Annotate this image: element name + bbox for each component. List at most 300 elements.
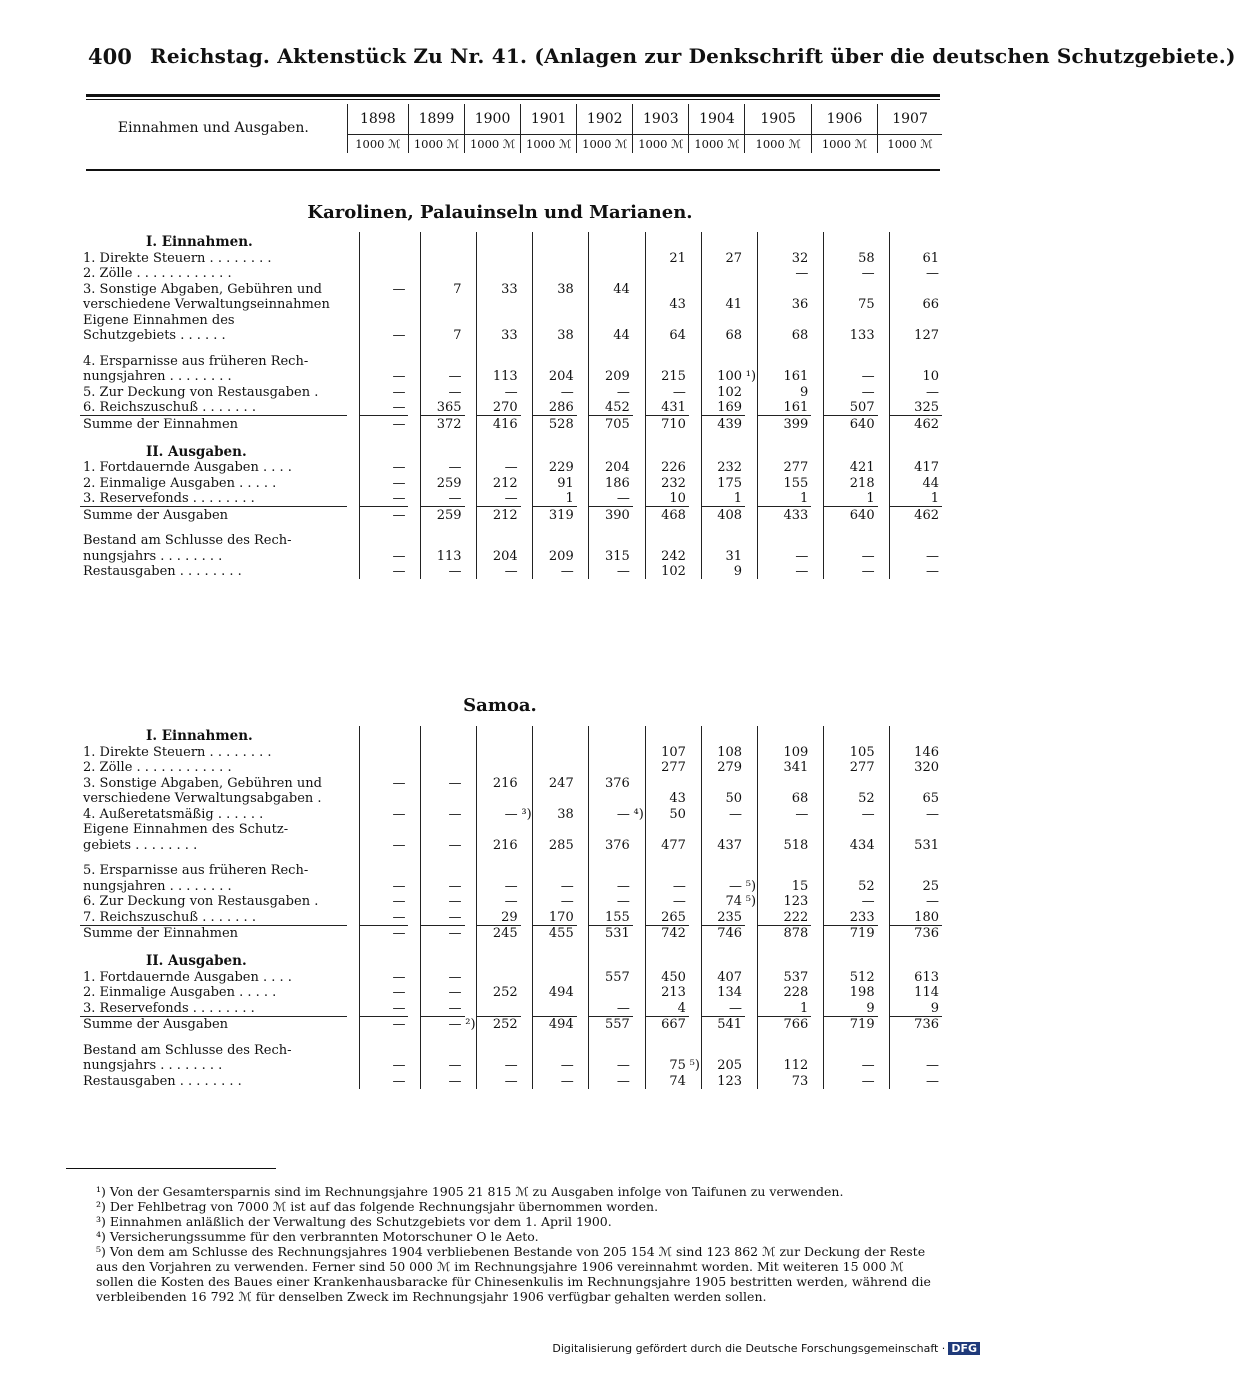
value-cell: 719 (824, 925, 878, 941)
value-cell (701, 343, 745, 353)
footnote-marker (689, 442, 701, 460)
value-cell (701, 951, 745, 969)
footnote-marker (408, 548, 420, 564)
value-cell: 209 (589, 369, 633, 385)
value-cell: 265 (645, 909, 689, 925)
footnote-marker (577, 384, 589, 400)
footnote-marker (689, 400, 701, 416)
footnote-marker (408, 791, 420, 807)
value-cell (824, 863, 878, 879)
value-cell: 736 (890, 925, 942, 941)
value-cell: 450 (645, 969, 689, 985)
row-label: Eigene Einnahmen des Schutz- (83, 822, 289, 837)
value-cell (533, 791, 577, 807)
value-cell: — (360, 416, 409, 432)
table-row (80, 925, 942, 941)
value-cell (890, 432, 942, 442)
value-cell (421, 353, 465, 369)
footnote-marker (521, 951, 533, 969)
footnote-marker (465, 343, 477, 353)
footnote-marker (347, 837, 359, 853)
footnote-marker (689, 369, 701, 385)
value-cell (890, 353, 942, 369)
value-cell (824, 1032, 878, 1042)
value-cell: 229 (533, 460, 577, 476)
row-label: nungsjahrs . . . . . . . . (83, 548, 223, 564)
value-cell: 233 (824, 909, 878, 925)
footnote-marker (745, 232, 757, 250)
value-cell: 1 (890, 491, 942, 507)
footnote-marker (465, 1058, 477, 1074)
value-cell (533, 863, 577, 879)
value-cell: 9 (824, 1000, 878, 1016)
footnote-marker (465, 1042, 477, 1058)
value-cell (645, 941, 689, 951)
value-cell (589, 432, 633, 442)
value-cell: 408 (701, 507, 745, 523)
footnote-marker (811, 806, 823, 822)
value-cell: 433 (757, 507, 811, 523)
footnote-marker (811, 442, 823, 460)
value-cell (589, 985, 633, 1001)
value-cell (533, 951, 577, 969)
value-cell: — (477, 564, 521, 580)
value-cell: — (360, 328, 409, 344)
footnote-marker (465, 985, 477, 1001)
value-cell: 416 (477, 416, 521, 432)
footnote-marker (633, 1016, 645, 1032)
value-cell (824, 523, 878, 533)
value-cell: 667 (645, 1016, 689, 1032)
footnote-marker (347, 894, 359, 910)
row-label: 1. Direkte Steuern . . . . . . . . (83, 744, 272, 760)
footnote-marker (465, 460, 477, 476)
footnote-marker (577, 863, 589, 879)
row-label: 1. Direkte Steuern . . . . . . . . (83, 250, 272, 266)
footnote-marker (577, 878, 589, 894)
footnote-marker (689, 1016, 701, 1032)
footnote-marker (408, 507, 420, 523)
footnote-marker (521, 760, 533, 776)
value-cell (890, 775, 942, 791)
value-cell (589, 523, 633, 533)
footnote-marker (689, 475, 701, 491)
value-cell: 68 (757, 328, 811, 344)
value-cell (533, 432, 577, 442)
table-row (80, 232, 942, 250)
footnote-marker (577, 400, 589, 416)
footnote-marker (521, 822, 533, 838)
footnote-marker (347, 1032, 359, 1042)
value-cell (757, 853, 811, 863)
value-cell (824, 442, 878, 460)
footnote-marker (689, 312, 701, 328)
value-cell: — (533, 1073, 577, 1089)
value-cell (645, 1042, 689, 1058)
row-label: 3. Sonstige Abgaben, Gebühren und (83, 281, 322, 297)
table-row (80, 343, 942, 353)
footnote-marker (521, 281, 533, 297)
footnote-marker (745, 853, 757, 863)
row-label: Summe der Einnahmen (80, 416, 347, 432)
footnote-marker (465, 969, 477, 985)
footnote-marker (347, 941, 359, 951)
value-cell (589, 863, 633, 879)
footnote-marker (745, 791, 757, 807)
unit-1901: 1000 ℳ (521, 135, 577, 154)
footnote-marker (745, 475, 757, 491)
value-cell: — (589, 806, 633, 822)
value-cell (824, 533, 878, 549)
value-cell: — (360, 806, 409, 822)
value-cell: 235 (701, 909, 745, 925)
value-cell (533, 1042, 577, 1058)
footnote-marker (521, 416, 533, 432)
footnote-marker (465, 384, 477, 400)
footnote-marker (811, 985, 823, 1001)
footnote-marker: ³) (521, 806, 532, 822)
footnote-marker (878, 343, 890, 353)
footnote-marker (811, 744, 823, 760)
value-cell: — (824, 266, 878, 282)
value-cell (421, 951, 465, 969)
footnote-marker (408, 432, 420, 442)
footnote-marker (465, 328, 477, 344)
value-cell (757, 281, 811, 297)
footnote-marker (577, 475, 589, 491)
value-cell (421, 791, 465, 807)
year-1902: 1902 (577, 104, 633, 135)
value-cell (645, 312, 689, 328)
footnote-marker (878, 523, 890, 533)
footnote-marker (577, 369, 589, 385)
row-label: Restausgaben . . . . . . . . (83, 564, 242, 579)
footnote-marker (521, 1058, 533, 1074)
value-cell (824, 726, 878, 744)
value-cell (890, 312, 942, 328)
value-cell: 507 (824, 400, 878, 416)
footnote-marker (408, 985, 420, 1001)
table-karolinen (80, 232, 942, 579)
footnote-marker (878, 548, 890, 564)
footnote-marker (408, 1073, 420, 1089)
footnote-marker (689, 250, 701, 266)
value-cell (533, 1032, 577, 1042)
footnote-marker (633, 491, 645, 507)
footnote-marker (689, 281, 701, 297)
footnote-marker (689, 564, 701, 580)
value-cell (360, 744, 409, 760)
table-row (80, 548, 942, 564)
footnote-marker (408, 941, 420, 951)
footnote-marker (811, 232, 823, 250)
footnote-marker (745, 523, 757, 533)
footnote-marker: ²) (465, 1017, 476, 1032)
footnote-marker (577, 548, 589, 564)
footnote-marker (745, 250, 757, 266)
value-cell: 9 (890, 1000, 942, 1016)
footnote-marker (745, 985, 757, 1001)
footnote-marker (745, 460, 757, 476)
value-cell: — (890, 894, 942, 910)
footnote-marker (408, 475, 420, 491)
value-cell (824, 281, 878, 297)
value-cell: 252 (477, 1016, 521, 1032)
value-cell (757, 1042, 811, 1058)
footnote-1: ¹) Von der Gesamtersparnis sind im Rechnungsjahre 1905 21 815 ℳ zu Ausgaben infolge von Taifunen zu verwenden. (96, 1184, 844, 1199)
value-cell: 216 (477, 837, 521, 853)
footnote-marker (577, 1000, 589, 1016)
table-row (80, 523, 942, 533)
value-cell: — (360, 460, 409, 476)
footnote-marker (465, 432, 477, 442)
footnote-marker (633, 760, 645, 776)
footnote-marker (633, 1032, 645, 1042)
value-cell: 44 (890, 475, 942, 491)
value-cell: — (701, 878, 745, 894)
footnote-marker (577, 250, 589, 266)
value-cell: 100 (701, 369, 745, 385)
footnote-marker (633, 878, 645, 894)
value-cell (645, 775, 689, 791)
table-row (80, 432, 942, 442)
value-cell: 50 (701, 791, 745, 807)
footnote-marker (878, 1058, 890, 1074)
footnote-marker: ¹) (745, 369, 757, 384)
row-label (80, 1032, 347, 1042)
value-cell (645, 281, 689, 297)
footnote-marker (633, 853, 645, 863)
value-cell: 127 (890, 328, 942, 344)
footnote-marker (465, 523, 477, 533)
value-cell (477, 1042, 521, 1058)
footnote-marker (465, 533, 477, 549)
page-title: Reichstag. Aktenstück Zu Nr. 41. (Anlagen zur Denkschrift über die deutschen Schutzgebiete.) (150, 44, 1236, 68)
unit-1902: 1000 ℳ (577, 135, 633, 154)
value-cell: — (533, 564, 577, 580)
value-cell: — (360, 384, 409, 400)
value-cell: — (360, 507, 409, 523)
value-cell: — (533, 894, 577, 910)
footnote-marker (465, 442, 477, 460)
row-label: verschiedene Verwaltungseinnahmen (83, 297, 330, 312)
value-cell: 58 (824, 250, 878, 266)
value-cell (360, 1042, 409, 1058)
value-cell: — (824, 384, 878, 400)
value-cell (477, 442, 521, 460)
value-cell (477, 312, 521, 328)
table-row (80, 1042, 942, 1058)
footnote-marker (577, 523, 589, 533)
footnote-marker (465, 941, 477, 951)
footnote-marker (408, 1042, 420, 1058)
footnote-marker (521, 533, 533, 549)
value-cell (890, 863, 942, 879)
footnote-marker (465, 312, 477, 328)
footnote-marker (521, 250, 533, 266)
value-cell (645, 951, 689, 969)
footnote-marker (465, 760, 477, 776)
footnote-marker (521, 775, 533, 791)
row-label (80, 523, 347, 533)
value-cell: 531 (890, 837, 942, 853)
footnote-marker (745, 1032, 757, 1042)
value-cell (477, 744, 521, 760)
footnote-marker (408, 863, 420, 879)
value-cell (477, 1032, 521, 1042)
footnote-marker (633, 775, 645, 791)
table-row (80, 353, 942, 369)
value-cell (360, 432, 409, 442)
value-cell (421, 533, 465, 549)
footnote-marker (689, 353, 701, 369)
value-cell (360, 726, 409, 744)
footnote-marker (347, 266, 359, 282)
footnote-marker (408, 533, 420, 549)
footnote-marker (745, 491, 757, 507)
row-label: 1. Fortdauernde Ausgaben . . . . (83, 969, 292, 985)
value-cell (533, 533, 577, 549)
value-cell (421, 266, 465, 282)
table-row (80, 475, 942, 491)
value-cell: — (477, 491, 521, 507)
value-cell (421, 822, 465, 838)
footnote-marker (689, 297, 701, 313)
value-cell (701, 432, 745, 442)
value-cell: 205 (701, 1058, 745, 1074)
footnote-marker (521, 432, 533, 442)
value-cell (890, 1042, 942, 1058)
footnote-marker (878, 533, 890, 549)
value-cell: — (360, 400, 409, 416)
value-cell (533, 969, 577, 985)
footnote-marker (811, 894, 823, 910)
value-cell: 33 (477, 281, 521, 297)
row-label: 2. Einmalige Ausgaben . . . . . (83, 475, 277, 491)
page-number: 400 (88, 44, 132, 69)
row-label: II. Ausgaben. (146, 443, 247, 460)
footnote-marker (633, 523, 645, 533)
footnote-marker (465, 1000, 477, 1016)
footnote-marker (689, 523, 701, 533)
value-cell (533, 312, 577, 328)
value-cell (824, 232, 878, 250)
footnote-marker (689, 760, 701, 776)
value-cell: — (360, 281, 409, 297)
value-cell: — (824, 1058, 878, 1074)
value-cell (589, 1032, 633, 1042)
value-cell: 434 (824, 837, 878, 853)
footnote-marker (347, 369, 359, 385)
value-cell (477, 863, 521, 879)
table-row (80, 442, 942, 460)
value-cell: 102 (645, 564, 689, 580)
footnote-marker (745, 564, 757, 580)
footnote-marker (878, 1000, 890, 1016)
footnote-marker (465, 266, 477, 282)
footnote-marker (878, 369, 890, 385)
footnote-marker (633, 250, 645, 266)
value-cell (890, 343, 942, 353)
value-cell: — (757, 548, 811, 564)
value-cell: 29 (477, 909, 521, 925)
value-cell: 161 (757, 369, 811, 385)
footnote-marker (347, 909, 359, 925)
footnote-marker (577, 460, 589, 476)
row-label (80, 432, 347, 442)
value-cell (589, 726, 633, 744)
row-label: Summe der Ausgaben (80, 507, 347, 523)
footnote-marker (347, 312, 359, 328)
value-cell (421, 523, 465, 533)
value-cell: 494 (533, 1016, 577, 1032)
footnote-marker (408, 266, 420, 282)
value-cell: 105 (824, 744, 878, 760)
value-cell: 25 (890, 878, 942, 894)
value-cell: — (701, 806, 745, 822)
row-label: nungsjahren . . . . . . . . (83, 878, 232, 894)
value-cell: — (360, 1073, 409, 1089)
value-cell: — (589, 878, 633, 894)
footnote-marker (465, 951, 477, 969)
value-cell: 640 (824, 507, 878, 523)
value-cell: — (421, 894, 465, 910)
footnote-marker (689, 232, 701, 250)
footnote-marker (577, 416, 589, 432)
value-cell: 437 (701, 837, 745, 853)
footnote-marker (745, 1042, 757, 1058)
footnote-marker (745, 533, 757, 549)
column-header (80, 104, 942, 153)
value-cell: 439 (701, 416, 745, 432)
footnote-marker (347, 353, 359, 369)
value-cell (757, 312, 811, 328)
year-1904: 1904 (689, 104, 745, 135)
value-cell (477, 941, 521, 951)
table-row (80, 533, 942, 549)
table-row (80, 951, 942, 969)
footnotes (96, 1184, 942, 1304)
value-cell: 43 (645, 791, 689, 807)
table-row (80, 878, 942, 894)
value-cell (645, 1032, 689, 1042)
value-cell (360, 250, 409, 266)
value-cell: — (360, 548, 409, 564)
footnote-marker (347, 432, 359, 442)
value-cell: — (477, 1073, 521, 1089)
value-cell: 285 (533, 837, 577, 853)
footnote-marker (878, 969, 890, 985)
value-cell: — (360, 837, 409, 853)
footnote-marker (408, 353, 420, 369)
footnote-marker (745, 775, 757, 791)
value-cell (477, 523, 521, 533)
footnote-marker (745, 726, 757, 744)
value-cell: 41 (701, 297, 745, 313)
footnote-marker (465, 726, 477, 744)
footnote-marker (689, 384, 701, 400)
value-cell (360, 1032, 409, 1042)
value-cell: 109 (757, 744, 811, 760)
footnote-marker (577, 297, 589, 313)
footnote-marker (408, 726, 420, 744)
row-label: II. Ausgaben. (146, 953, 247, 969)
value-cell: — (477, 878, 521, 894)
value-cell (533, 266, 577, 282)
value-cell (890, 951, 942, 969)
value-cell (890, 941, 942, 951)
footnote-marker (408, 523, 420, 533)
